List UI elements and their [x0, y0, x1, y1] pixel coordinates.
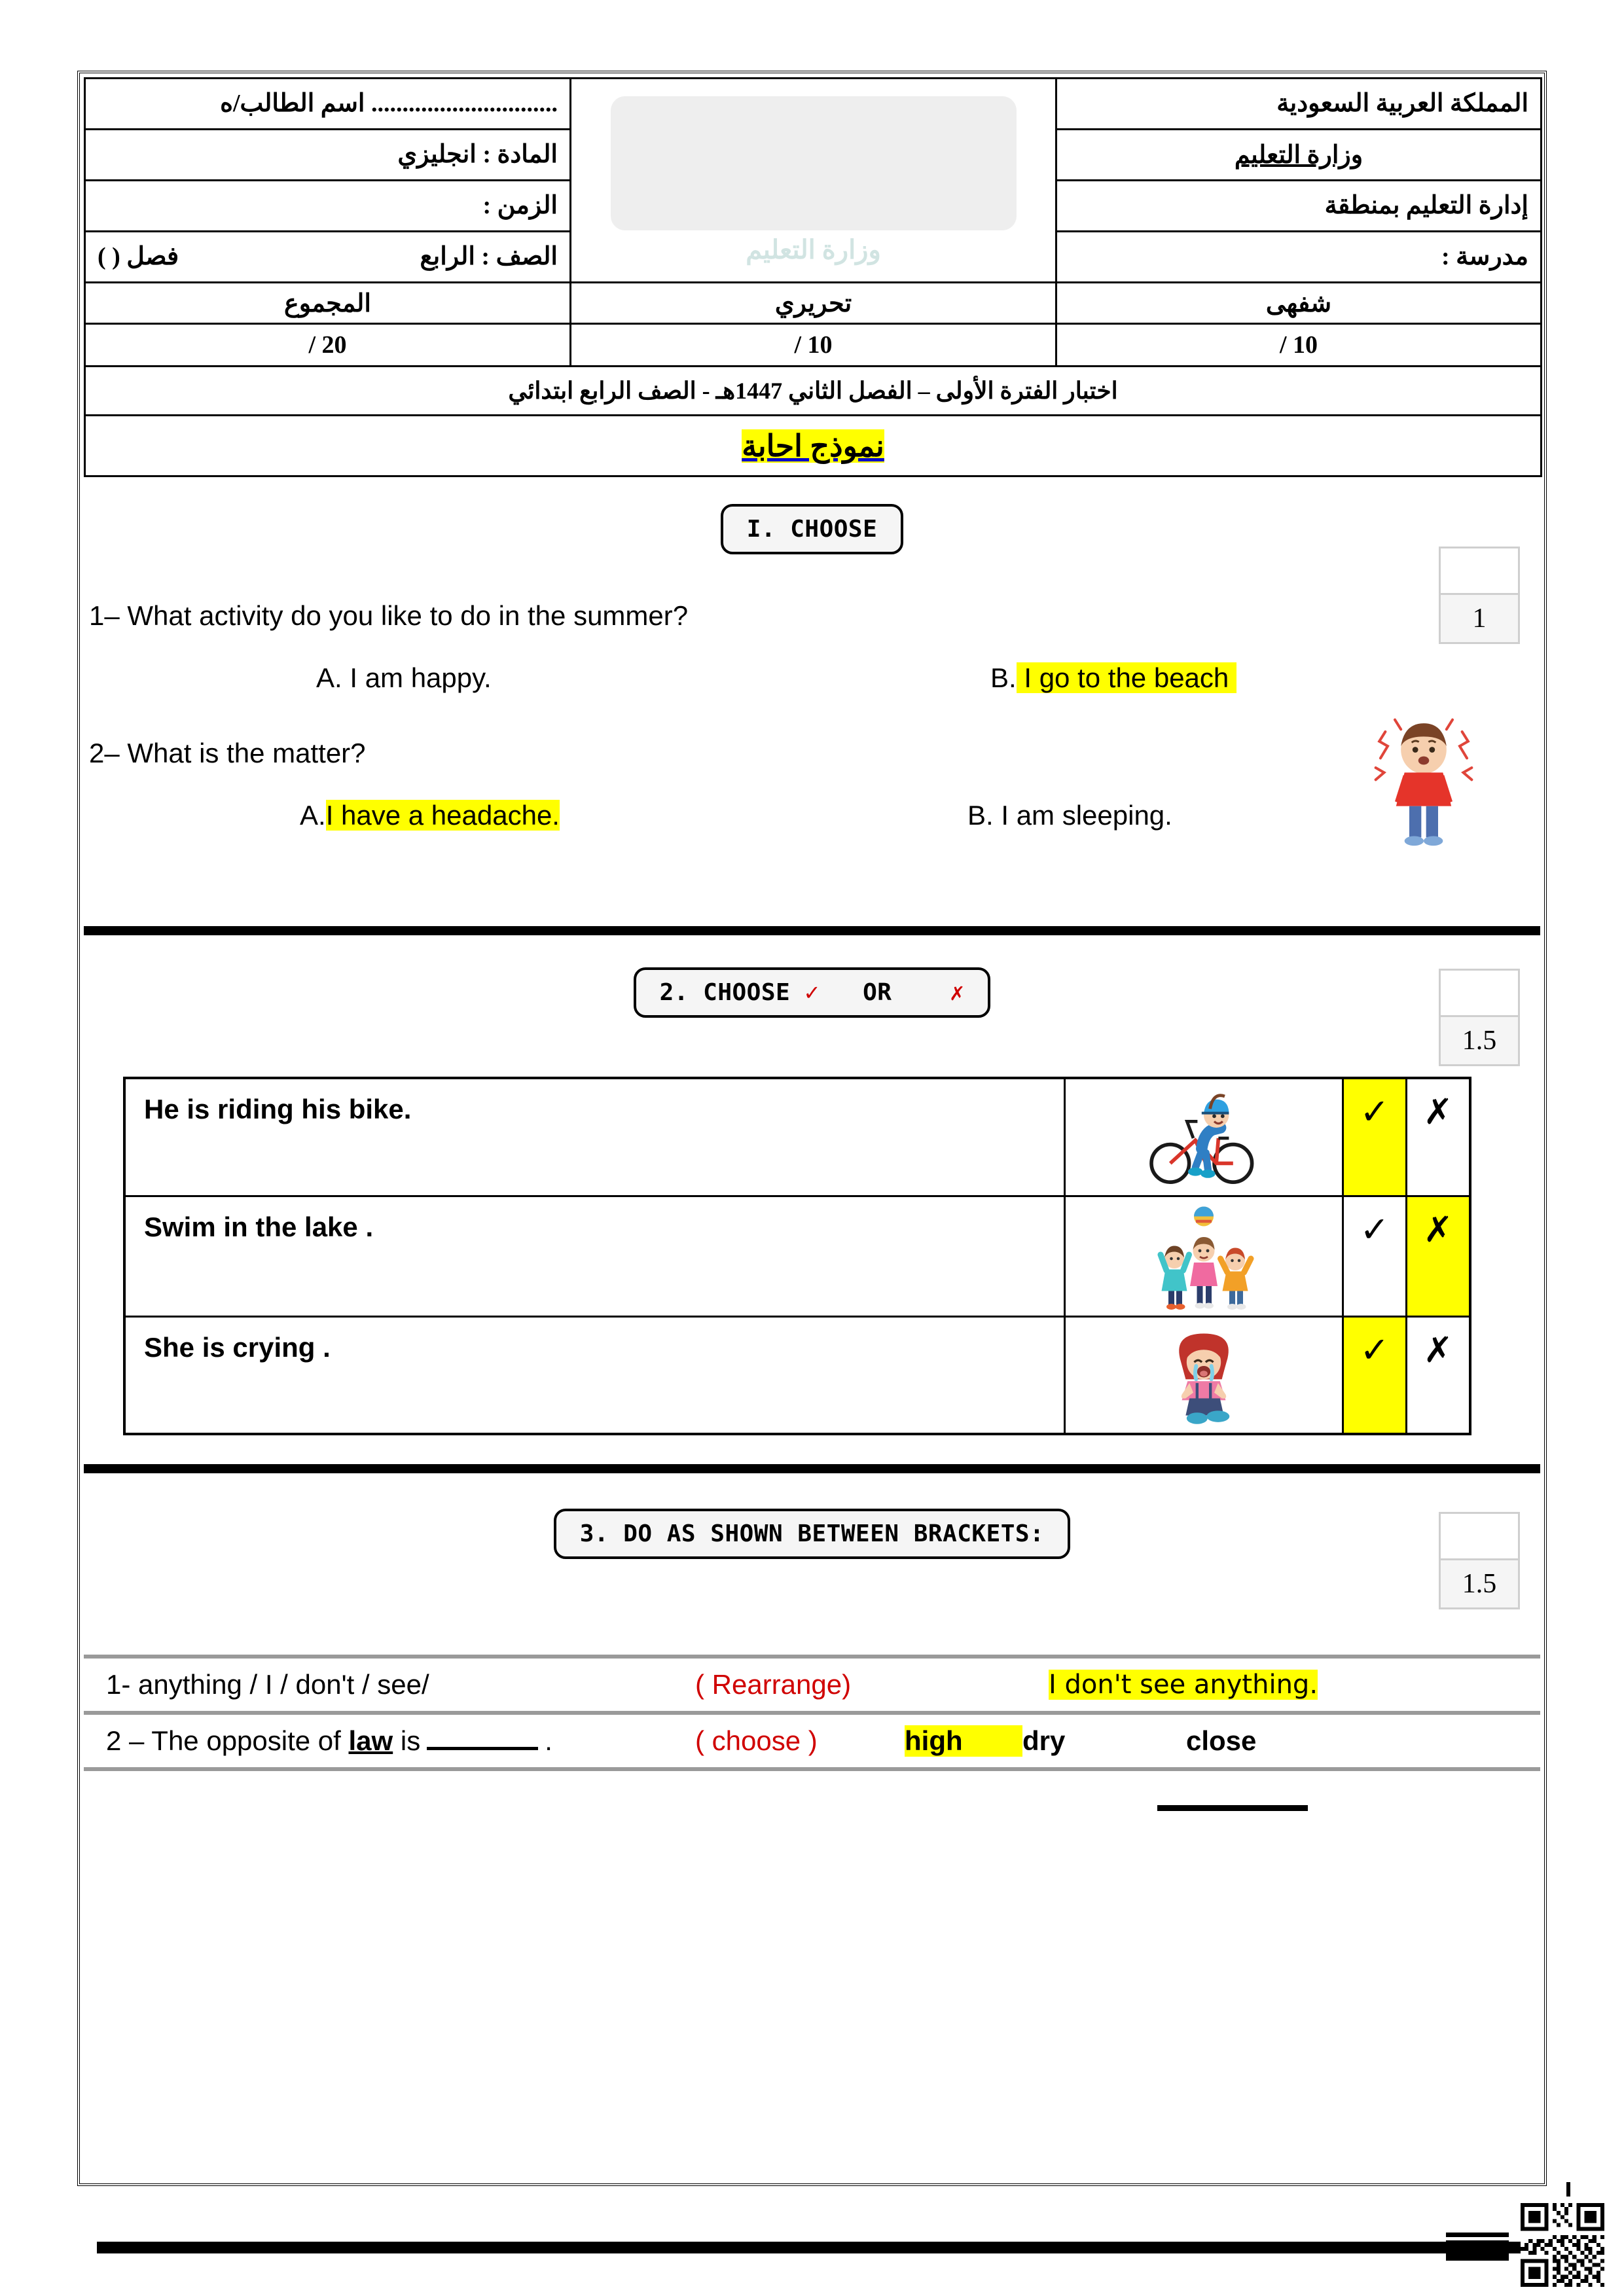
row-3-check[interactable]: ✓ — [1343, 1316, 1407, 1434]
oral-label: شفهى — [1265, 289, 1332, 317]
section-3-score-input[interactable] — [1441, 1514, 1518, 1560]
section-3-body — [84, 1655, 1540, 1811]
total-label: المجموع — [284, 289, 371, 317]
written-value-cell[interactable] — [571, 324, 1056, 367]
section-1-score-input[interactable] — [1441, 548, 1518, 595]
answer-key-label: نموذج احابة — [742, 429, 884, 463]
qr-tick-mark — [1566, 2182, 1570, 2197]
brackets-q2-middle: is — [400, 1725, 421, 1756]
question-1-prompt: 1– What activity do you like to do in the summer? — [89, 600, 689, 631]
footer-bar — [97, 2242, 1547, 2253]
section-1-badge: I. CHOOSE — [721, 504, 904, 554]
section-3-score-total: 1.5 — [1441, 1560, 1518, 1607]
section-2-divider — [84, 1464, 1540, 1473]
girl-crying-illustration — [1065, 1316, 1343, 1434]
exam-title: اختبار الفترة الأولى – الفصل الثاني 1447هـ - الصف الرابع ابتدائي — [508, 378, 1118, 404]
marks-header-row — [85, 283, 1542, 324]
qr-line-1 — [1446, 2233, 1509, 2237]
country-cell — [1056, 79, 1542, 130]
oral-value-cell[interactable] — [1056, 324, 1542, 367]
check-icon: ✓ — [804, 979, 820, 1006]
question-2-option-a-text: I have a headache. — [325, 799, 560, 831]
question-1-option-a[interactable]: A. I am happy. — [316, 662, 492, 693]
brackets-q1-instruction: ( Rearrange) — [695, 1669, 852, 1700]
answer-key-cell — [85, 416, 1542, 476]
written-label-cell — [571, 283, 1056, 324]
question-2 — [84, 736, 1540, 833]
ministry-logo-image — [611, 96, 1017, 230]
ministry-label: وزارة التعليم — [1234, 141, 1363, 169]
section-2-score-input[interactable] — [1441, 971, 1518, 1017]
row-3-cross[interactable]: ✗ — [1407, 1316, 1471, 1434]
exam-title-row — [85, 367, 1542, 416]
directorate-label: إدارة التعليم بمنطقة — [1324, 191, 1528, 219]
question-2-option-b[interactable]: B. I am sleeping. — [967, 799, 1172, 831]
oral-label-cell — [1056, 283, 1542, 324]
qr-code[interactable] — [1521, 2203, 1604, 2287]
section-label: فصل ( ) — [98, 242, 179, 270]
brackets-q1-prompt: 1- anything / I / don't / see/ — [106, 1669, 429, 1700]
section-2-badge — [634, 967, 991, 1018]
student-name-label: اسم الطالب/ه — [220, 89, 365, 117]
qr-line-2 — [1446, 2240, 1509, 2244]
section-3-score-box[interactable] — [1439, 1512, 1520, 1609]
row-2-statement: Swim in the lake . — [124, 1196, 1065, 1316]
section-2-score-total: 1.5 — [1441, 1017, 1518, 1064]
subject-cell — [85, 130, 571, 181]
section-2-badge-or: OR — [863, 979, 892, 1006]
written-label: تحريري — [774, 289, 852, 317]
brackets-q2-word: law — [348, 1725, 393, 1756]
row-3-statement: She is crying . — [124, 1316, 1065, 1434]
brackets-q2-instruction: ( choose ) — [695, 1725, 818, 1756]
table-row — [124, 1316, 1470, 1434]
brackets-q2-blank[interactable] — [427, 1747, 538, 1750]
section-2-score-box[interactable] — [1439, 969, 1520, 1066]
brackets-q2-prefix: 2 – The opposite of — [106, 1725, 341, 1756]
row-1-statement: He is riding his bike. — [124, 1078, 1065, 1196]
section-2-table-wrap — [84, 1077, 1540, 1435]
time-cell — [85, 181, 571, 232]
ministry-logo-cell — [571, 79, 1056, 283]
table-row — [124, 1196, 1470, 1316]
exam-title-cell — [85, 367, 1542, 416]
brackets-q2-prompt — [106, 1725, 695, 1757]
question-2-option-a[interactable] — [84, 798, 719, 833]
answer-blank-line — [1157, 1805, 1308, 1811]
header-row-1 — [85, 79, 1542, 130]
school-cell — [1056, 232, 1542, 283]
choose-table — [123, 1077, 1471, 1435]
boy-riding-bike-illustration — [1065, 1078, 1343, 1196]
student-name-cell — [85, 79, 571, 130]
written-value: / 10 — [794, 331, 833, 359]
brackets-q2-choice-3[interactable]: close — [1186, 1725, 1257, 1756]
section-1-divider — [84, 926, 1540, 935]
brackets-q2-suffix: . — [545, 1725, 552, 1756]
subject-label: المادة : انجليزي — [397, 140, 558, 168]
brackets-row-1 — [84, 1659, 1540, 1711]
cross-icon: ✗ — [950, 979, 965, 1006]
row-1-check[interactable]: ✓ — [1343, 1078, 1407, 1196]
header-table — [84, 77, 1542, 477]
section-1-score-total: 1 — [1441, 595, 1518, 642]
section-3-badge: 3. DO AS SHOWN BETWEEN BRACKETS: — [554, 1509, 1071, 1559]
ministry-logo-caption: وزارة التعليم — [746, 234, 881, 264]
marks-value-row — [85, 324, 1542, 367]
row-2-cross[interactable]: ✗ — [1407, 1196, 1471, 1316]
brackets-row-2 — [84, 1715, 1540, 1767]
question-1-option-b-text: I go to the beach — [1024, 662, 1229, 693]
country-label: المملكة العربية السعودية — [1276, 89, 1528, 117]
oral-value: / 10 — [1279, 331, 1318, 359]
section-2-badge-text: 2. CHOOSE — [659, 979, 791, 1006]
ministry-cell — [1056, 130, 1542, 181]
section-1 — [84, 504, 1540, 554]
row-1-cross[interactable]: ✗ — [1407, 1078, 1471, 1196]
student-name-dots: .............................. — [371, 89, 558, 117]
question-1-option-b[interactable] — [735, 661, 1236, 696]
question-2-prompt: 2– What is the matter? — [89, 738, 366, 768]
boy-headache-illustration — [1362, 710, 1486, 854]
grade-section-cell — [85, 232, 571, 283]
question-1-option-b-prefix: B. — [990, 662, 1017, 693]
section-3 — [84, 1509, 1540, 1559]
table-row — [124, 1078, 1470, 1196]
question-2-option-a-prefix: A. — [300, 799, 326, 831]
school-label: مدرسة : — [1441, 242, 1528, 270]
directorate-cell — [1056, 181, 1542, 232]
question-1 — [84, 599, 1540, 695]
time-label: الزمن : — [482, 191, 558, 219]
section-2 — [84, 967, 1540, 1018]
total-label-cell — [85, 283, 571, 324]
brackets-bottom-rule — [84, 1767, 1540, 1771]
grade-label: الصف : الرابع — [420, 242, 558, 270]
answer-key-row — [85, 416, 1542, 476]
brackets-q1-answer: I don't see anything. — [1049, 1670, 1318, 1700]
brackets-q2-choice-2[interactable]: dry — [1022, 1725, 1066, 1756]
brackets-q2-choice-1[interactable]: high — [905, 1725, 1022, 1757]
total-value-cell[interactable] — [85, 324, 571, 367]
total-value: / 20 — [308, 331, 347, 359]
row-2-check[interactable]: ✓ — [1343, 1196, 1407, 1316]
qr-line-3 — [1446, 2253, 1509, 2261]
kids-playing-ball-illustration — [1065, 1196, 1343, 1316]
